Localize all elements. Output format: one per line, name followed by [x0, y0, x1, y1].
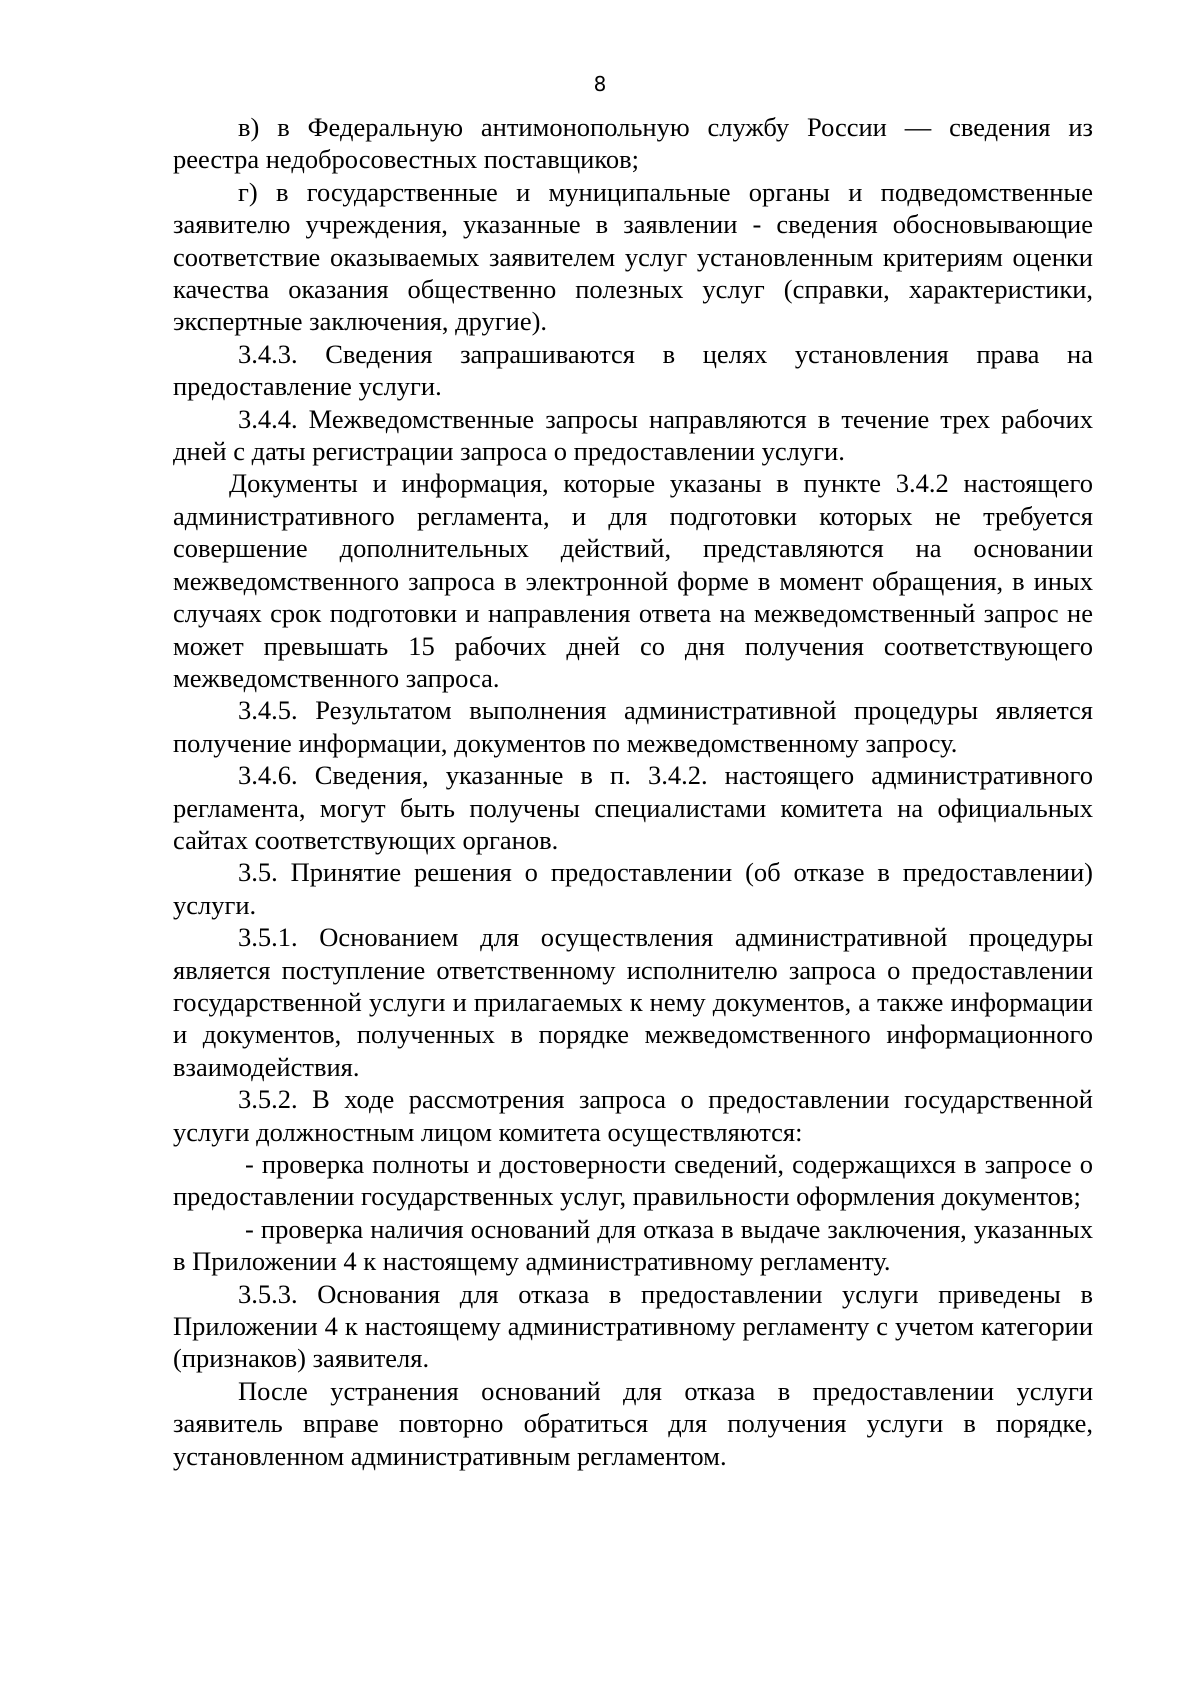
paragraph-reapplication: После устранения оснований для отказа в предоставлении услуги заявитель вправе повторно обратиться для получения услуги в порядке, установленном административным регламентом. — [173, 1375, 1093, 1471]
paragraph-3-5-3: 3.5.3. Основания для отказа в предоставлении услуги приведены в Приложении 4 к настоящему административному регламенту с учетом категории (признаков) заявителя. — [173, 1278, 1093, 1374]
paragraph-3-5: 3.5. Принятие решения о предоставлении (об отказе в предоставлении) услуги. — [173, 857, 1093, 920]
paragraph-state-bodies-request: г) в государственные и муниципальные органы и подведомственные заявителю учреждения, указанные в заявлении - сведения обосновывающие соответствие оказываемых заявителем услуг установленным критериям оценки качества оказания общественно полезных услуг (справки, характеристики, экспертные заключения, другие). — [173, 176, 1093, 337]
paragraph-3-5-2: 3.5.2. В ходе рассмотрения запроса о предоставлении государственной услуги должностным лицом комитета осуществляются: — [173, 1084, 1093, 1147]
page-body — [173, 111, 1093, 1472]
list-item-grounds-check: - проверка наличия оснований для отказа в выдаче заключения, указанных в Приложении 4 к настоящему административному регламенту. — [173, 1213, 1093, 1277]
paragraph-3-4-4: 3.4.4. Межведомственные запросы направляются в течение трех рабочих дней с даты регистрации запроса о предоставлении услуги. — [173, 403, 1093, 467]
paragraph-3-4-5: 3.4.5. Результатом выполнения административной процедуры является получение информации, документов по межведомственному запросу. — [173, 695, 1093, 758]
paragraph-3-5-1: 3.5.1. Основанием для осуществления административной процедуры является поступление ответственному исполнителю запроса о предоставлении государственной услуги и прилагаемых к нему документов, а также информации и документов, полученных в порядке межведомственного информационного взаимодействия. — [173, 922, 1093, 1082]
paragraph-3-4-3: 3.4.3. Сведения запрашиваются в целях установления права на предоставление услуги. — [173, 338, 1093, 402]
page-number: 8 — [593, 72, 607, 96]
paragraph-documents-info: Документы и информация, которые указаны в пункте 3.4.2 настоящего административного регламента, и для подготовки которых не требуется совершение дополнительных действий, представляются на основании межведомственного запроса в электронной форме в момент обращения, в иных случаях срок подготовки и направления ответа на межведомственный запрос не может превышать 15 рабочих дней со дня получения соответствующего межведомственного запроса. — [173, 468, 1093, 693]
paragraph-3-4-6: 3.4.6. Сведения, указанные в п. 3.4.2. настоящего административного регламента, могут быть получены специалистами комитета на официальных сайтах соответствующих органов. — [173, 760, 1093, 855]
paragraph-fas-request: в) в Федеральную антимонопольную службу России — сведения из реестра недобросовестных поставщиков; — [173, 112, 1093, 175]
list-item-completeness-check: - проверка полноты и достоверности сведений, содержащихся в запросе о предоставлении государственных услуг, правильности оформления документов; — [173, 1149, 1093, 1212]
